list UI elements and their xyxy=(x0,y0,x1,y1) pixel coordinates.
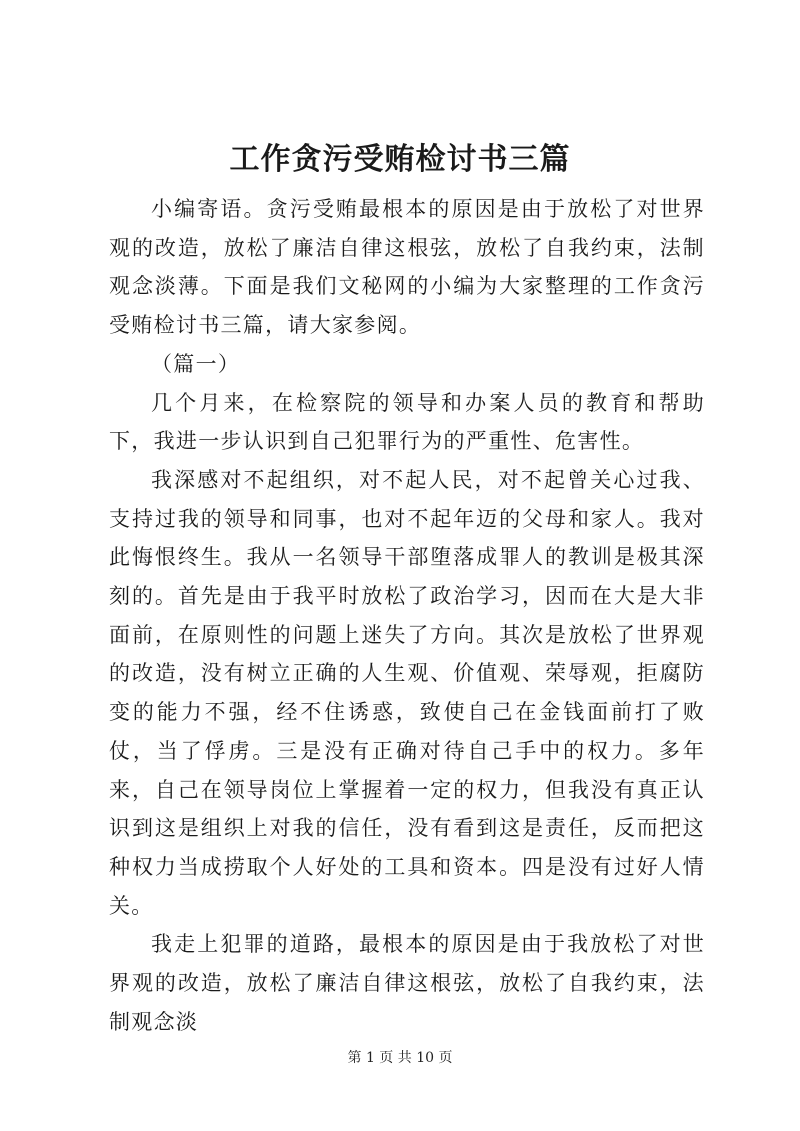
document-body xyxy=(109,190,705,1041)
page-footer: 第 1 页 共 10 页 xyxy=(347,1050,453,1066)
section-heading: （篇一） xyxy=(151,351,241,376)
document-title: 工作贪污受贿检讨书三篇 xyxy=(229,142,571,177)
body-paragraph: 我深感对不起组织，对不起人民，对不起曾关心过我、支持过我的领导和同事，也对不起年迈的父母和家人。我对此悔恨终生。我从一名领导干部堕落成罪人的教训是极其深刻的。首先是由于我平时放松了政治学习，因而在大是大非面前，在原则性的问题上迷失了方向。其次是放松了世界观的改造，没有树立正确的人生观、价值观、荣辱观，拒腐防变的能力不强，经不住诱惑，致使自己在金钱面前打了败仗，当了俘虏。三是没有正确对待自己手中的权力。多年来，自己在领导岗位上掌握着一定的权力，但我没有真正认识到这是组织上对我的信任，没有看到这是责任，反而把这种权力当成捞取个人好处的工具和资本。四是没有过好人情关。 xyxy=(109,467,705,918)
body-paragraph: 几个月来，在检察院的领导和办案人员的教育和帮助下，我进一步认识到自己犯罪行为的严重性、危害性。 xyxy=(109,390,705,454)
body-paragraph: 我走上犯罪的道路，最根本的原因是由于我放松了对世界观的改造，放松了廉洁自律这根弦，放松了自我约束，法制观念淡 xyxy=(109,932,705,1034)
intro-paragraph: 小编寄语。贪污受贿最根本的原因是由于放松了对世界观的改造，放松了廉洁自律这根弦，放松了自我约束，法制观念淡薄。下面是我们文秘网的小编为大家整理的工作贪污受贿检讨书三篇，请大家参阅。 xyxy=(109,197,705,338)
